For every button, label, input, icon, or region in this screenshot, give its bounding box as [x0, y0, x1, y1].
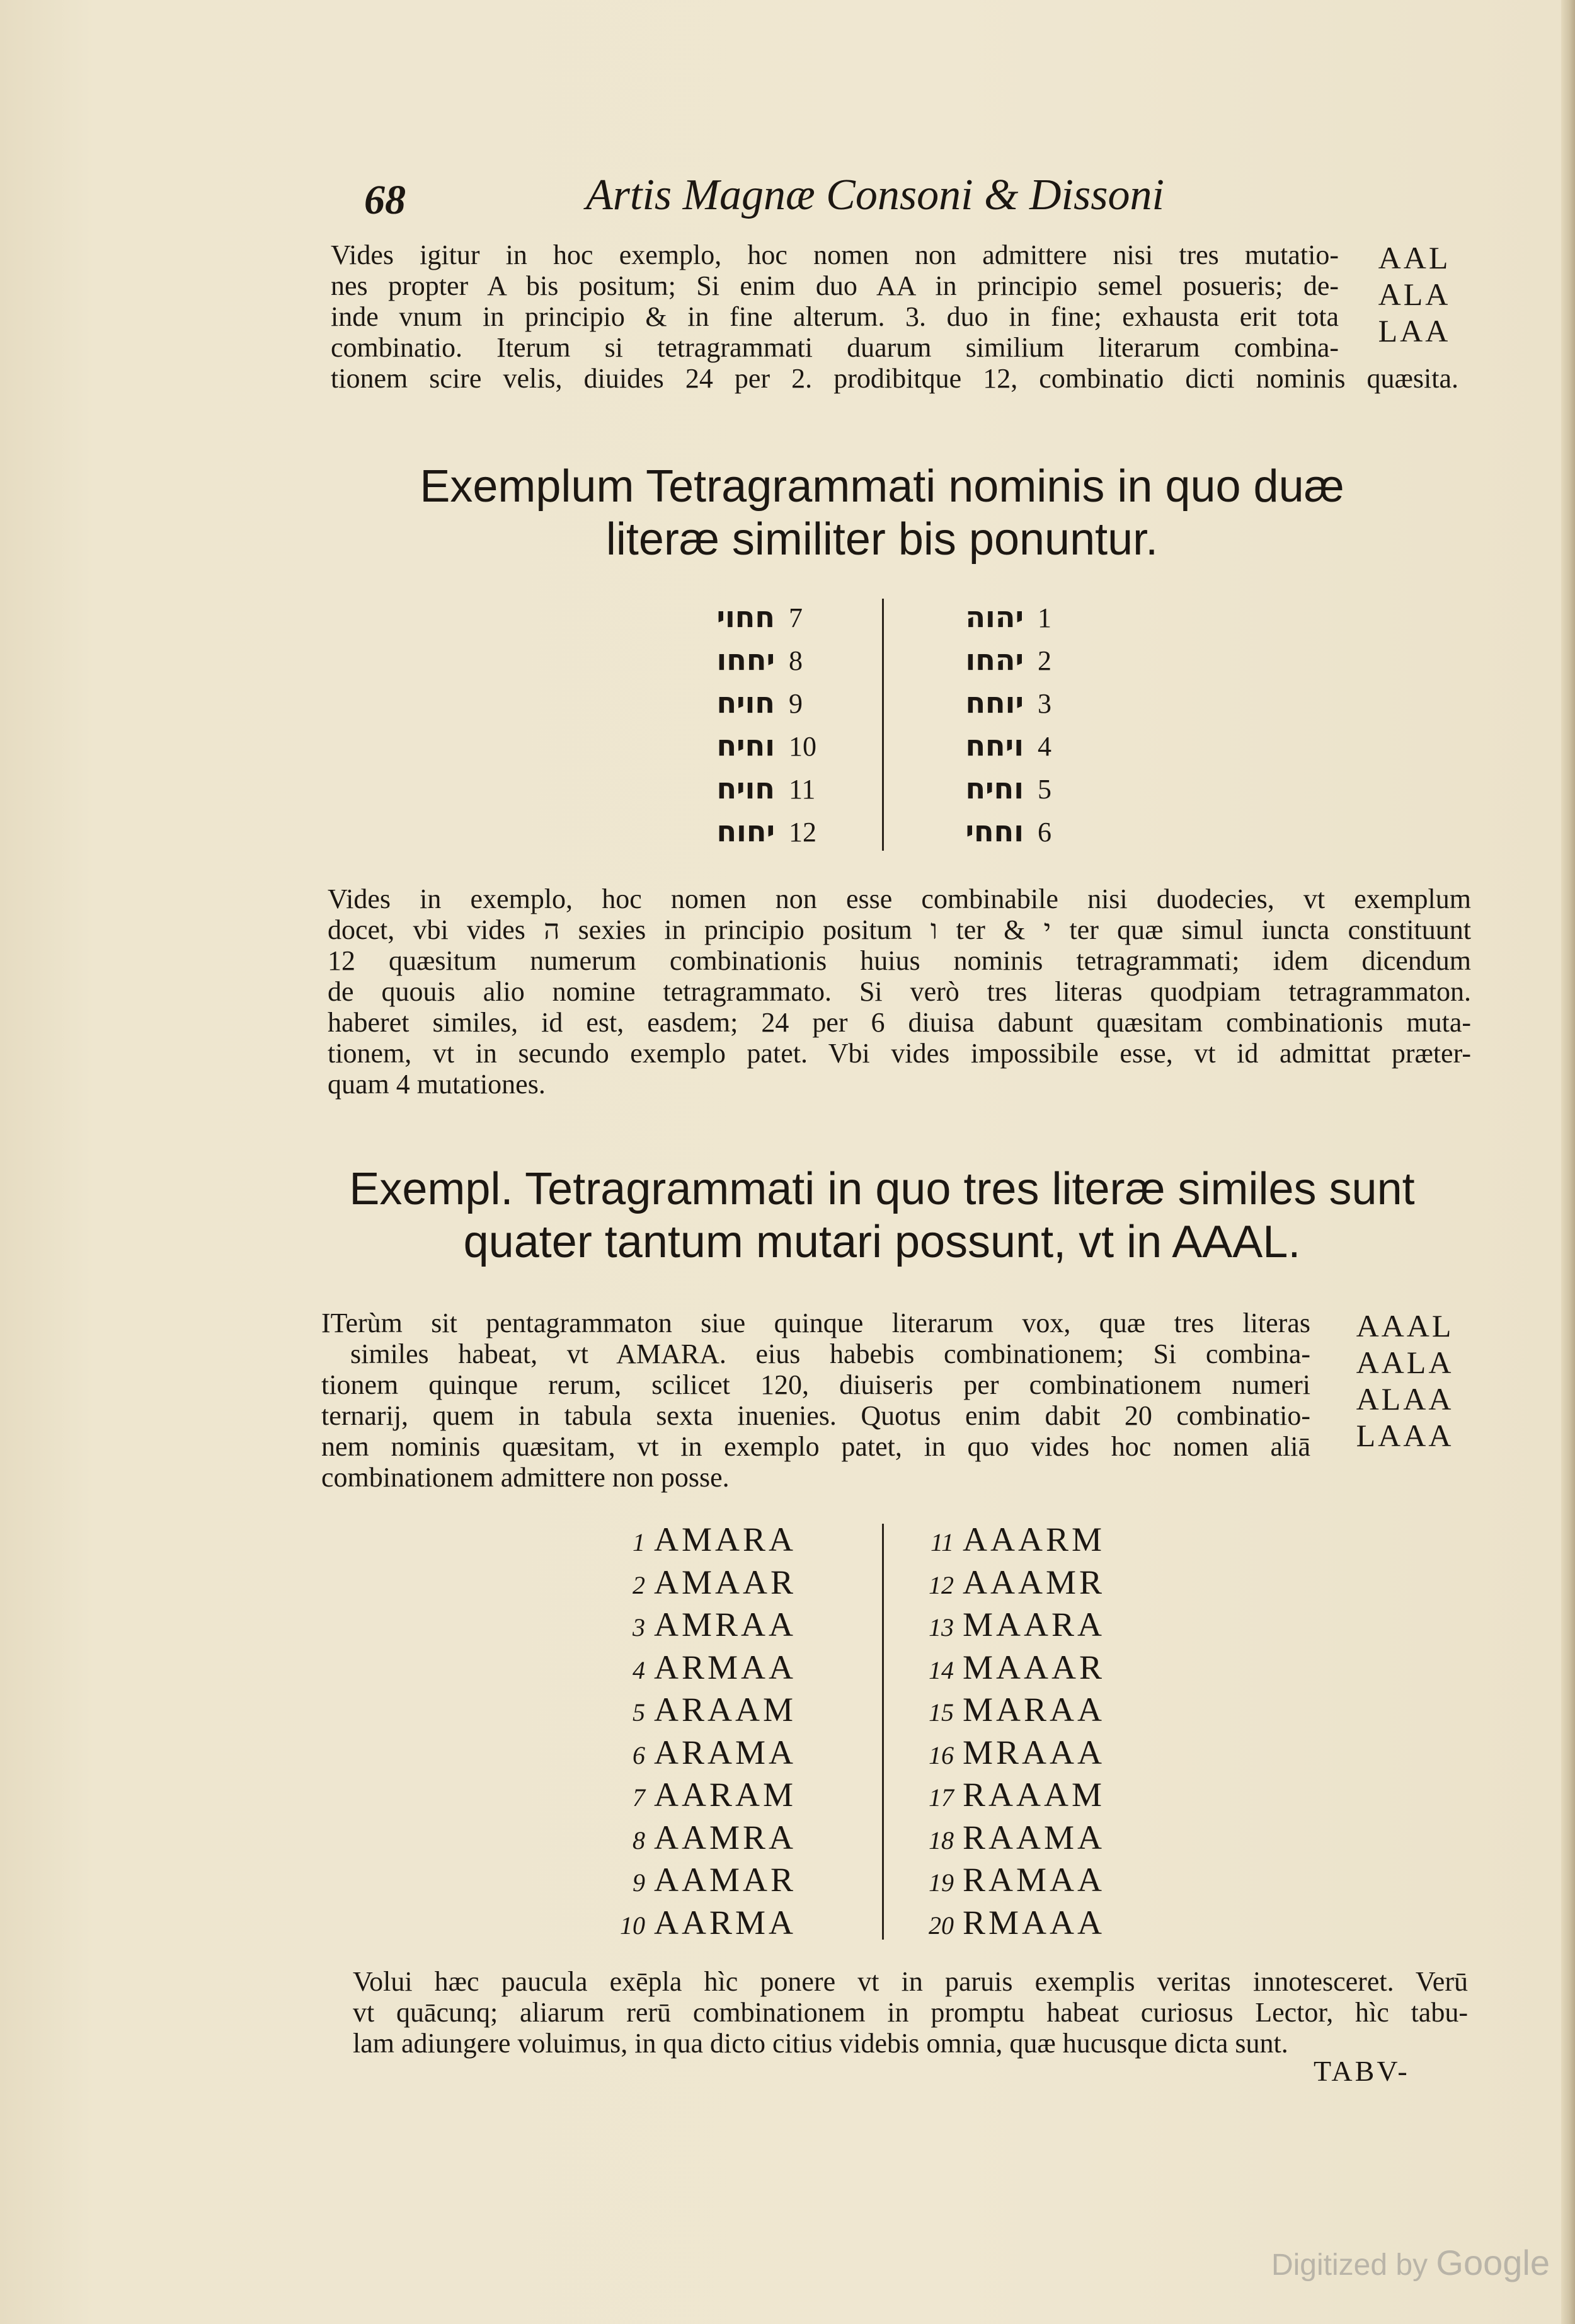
table-row — [907, 1774, 1210, 1817]
page-number: 68 — [364, 177, 406, 223]
permutation-word: MAARA — [963, 1606, 1106, 1643]
permutation-word: AMARA — [654, 1521, 797, 1558]
text-line: similes habeat, vt AMARA. eius habebis combinationem; Si combina- — [350, 1338, 1310, 1369]
permutation-word: RAAMA — [963, 1818, 1106, 1856]
text-line: combinatio. Iterum si tetragrammati duarum similium literarum combina- — [331, 332, 1339, 363]
permutation-word: RAMAA — [963, 1861, 1106, 1899]
row-number: 8 — [789, 645, 803, 676]
text-line: nem nominis quæsitam, vt in exemplo patet, in quo vides hoc nomen aliā — [321, 1431, 1310, 1462]
row-number: 5 — [1038, 774, 1051, 805]
margin-word: ALAA — [1356, 1381, 1454, 1417]
page-edge — [1561, 0, 1575, 2324]
row-number: 3 — [1038, 688, 1051, 719]
margin-word: AAAL — [1356, 1308, 1454, 1343]
hebrew-word: וחיח — [965, 771, 1024, 805]
text-line: ITerùm sit pentagrammaton siue quinque literarum vox, quæ tres literas — [321, 1308, 1310, 1338]
row-number: 12 — [789, 817, 816, 848]
paragraph-2 — [328, 883, 1471, 1100]
row-number: 20 — [929, 1911, 954, 1940]
permutation-word: AAAMR — [963, 1563, 1106, 1601]
heading-line: literæ similiter bis ponuntur. — [605, 514, 1159, 565]
table-row — [598, 1604, 863, 1647]
text-line: nes propter A bis positum; Si enim duo AA in principio semel posueris; de- — [331, 270, 1339, 301]
table-row — [907, 1604, 1210, 1647]
table-row — [598, 1859, 863, 1902]
table-row — [598, 1519, 863, 1562]
running-title: Artis Magnæ Consoni & Dissoni — [586, 171, 1164, 219]
margin-word: ALA — [1378, 277, 1451, 312]
text-line: haberet similes, id est, easdem; 24 per 6 diuisa dabunt quæsitam combinationis muta- — [328, 1007, 1471, 1038]
table-row — [598, 1689, 863, 1732]
text-line: vt quācunq; aliarum rerū combinationem in promptu habeat curiosus Lector, hìc tabu- — [353, 1997, 1468, 2028]
table-row — [598, 1647, 863, 1689]
text-line: ternarij, quem in tabula sexta inuenies. Quotus enim dabit 20 combinatio- — [321, 1400, 1310, 1431]
table-row — [907, 1859, 1210, 1902]
hebrew-word: יוחח — [965, 686, 1024, 720]
column-divider — [882, 1524, 884, 1940]
row-number: 14 — [929, 1655, 954, 1684]
margin-word: LAAA — [1356, 1418, 1454, 1453]
row-number: 3 — [633, 1613, 645, 1642]
permutation-word: AARAM — [654, 1776, 797, 1814]
table-row — [598, 1732, 863, 1775]
table-row — [668, 724, 857, 767]
row-number: 7 — [789, 602, 803, 633]
hebrew-word: חויח — [716, 686, 775, 720]
permutation-word: MAAAR — [963, 1648, 1106, 1686]
margin-example-aaal — [1329, 1308, 1480, 1454]
watermark-prefix: Digitized by — [1271, 2248, 1428, 2282]
row-number: 9 — [633, 1868, 645, 1897]
heading-line: Exemplum Tetragrammati nominis in quo duæ — [420, 461, 1344, 512]
column-divider — [882, 599, 884, 851]
row-number: 12 — [929, 1570, 954, 1599]
permutation-word: AMRAA — [654, 1606, 797, 1643]
table-row — [907, 1519, 1210, 1562]
row-number: 10 — [620, 1911, 645, 1940]
text-line: inde vnum in principio & in fine alterum. 3. duo in fine; exhausta erit tota — [331, 301, 1339, 332]
row-number: 2 — [1038, 645, 1051, 676]
row-number: 17 — [929, 1783, 954, 1812]
row-number: 10 — [789, 731, 816, 762]
permutation-word: ARMAA — [654, 1648, 797, 1686]
row-number: 11 — [789, 774, 816, 805]
margin-word: LAA — [1378, 313, 1451, 348]
hebrew-word: חחוי — [716, 600, 775, 634]
permutation-word: RMAAA — [963, 1903, 1106, 1941]
row-number: 13 — [929, 1613, 954, 1642]
text-line: lam adiungere voluimus, in qua dicto citius videbis omnia, quæ hucusque dicta sunt. — [353, 2028, 1288, 2059]
hebrew-word: חויח — [716, 771, 775, 805]
permutation-word: AAARM — [963, 1521, 1106, 1558]
text-line: 12 quæsitum numerum combinationis huius nominis tetragrammati; idem dicendum — [328, 945, 1471, 976]
table-row — [907, 1562, 1210, 1604]
text-line: Vides in exemplo, hoc nomen non esse combinabile nisi duodecies, vt exemplum — [328, 883, 1471, 914]
paragraph-3 — [321, 1308, 1310, 1493]
hebrew-word: ויחח — [965, 728, 1024, 762]
text-line: Vides igitur in hoc exemplo, hoc nomen non admittere nisi tres mutatio- — [331, 239, 1339, 270]
permutation-word: RAAAM — [963, 1776, 1106, 1814]
margin-word: AAL — [1378, 240, 1451, 275]
row-number: 1 — [633, 1528, 645, 1556]
row-number: 6 — [1038, 817, 1051, 848]
permutation-table-right — [907, 1519, 1210, 1944]
section-heading-2 — [284, 1163, 1480, 1268]
watermark-brand: Google — [1436, 2243, 1550, 2282]
margin-word: AALA — [1356, 1345, 1454, 1380]
table-row — [917, 724, 1106, 767]
table-row — [907, 1647, 1210, 1689]
permutation-word: AARMA — [654, 1903, 797, 1941]
table-row — [917, 638, 1106, 681]
text-line: combinationem admittere non posse. — [321, 1462, 730, 1493]
heading-line: quater tantum mutari possunt, vt in AAAL. — [463, 1217, 1301, 1267]
hebrew-word: יהוה — [965, 600, 1024, 634]
permutation-table-left — [598, 1519, 863, 1944]
text-line: docet, vbi vides ה sexies in principio positum ו ter & י ter quæ simul iuncta constituunt — [328, 914, 1471, 945]
section-heading-1 — [315, 460, 1449, 566]
table-row — [907, 1902, 1210, 1945]
table-row — [668, 767, 857, 810]
text-line: tionem quinque rerum, scilicet 120, diuiseris per combinationem numeri — [321, 1369, 1310, 1400]
table-row — [598, 1562, 863, 1604]
permutation-word: AAMRA — [654, 1818, 797, 1856]
margin-example-aal — [1367, 239, 1462, 349]
row-number: 1 — [1038, 602, 1051, 633]
digitized-watermark — [1271, 2242, 1550, 2283]
row-number: 9 — [789, 688, 803, 719]
table-row — [598, 1774, 863, 1817]
text-line: tionem, vt in secundo exemplo patet. Vbi vides impossibile esse, vt id admittat præter- — [328, 1038, 1471, 1069]
row-number: 4 — [1038, 731, 1051, 762]
row-number: 8 — [633, 1826, 645, 1855]
row-number: 6 — [633, 1740, 645, 1769]
hebrew-word: יחחו — [716, 643, 775, 677]
text-line: tionem scire velis, diuides 24 per 2. prodibitque 12, combinatio dicti nominis quæsita. — [331, 363, 1458, 394]
table-row — [907, 1817, 1210, 1860]
catchword: TABV- — [1314, 2055, 1410, 2087]
row-number: 7 — [633, 1783, 645, 1812]
text-line: de quouis alio nomine tetragrammato. Si verò tres literas quodpiam tetragrammaton. — [328, 976, 1471, 1007]
hebrew-table-right — [917, 595, 1106, 853]
row-number: 18 — [929, 1826, 954, 1855]
permutation-word: AMAAR — [654, 1563, 797, 1601]
hebrew-word: וחחי — [965, 814, 1024, 848]
permutation-word: MRAAA — [963, 1733, 1106, 1771]
table-row — [598, 1817, 863, 1860]
table-row — [598, 1902, 863, 1945]
permutation-word: ARAAM — [654, 1691, 797, 1729]
permutation-word: ARAMA — [654, 1733, 797, 1771]
row-number: 5 — [633, 1698, 645, 1727]
text-line: quam 4 mutationes. — [328, 1069, 546, 1100]
row-number: 15 — [929, 1698, 954, 1727]
table-row — [668, 681, 857, 724]
row-number: 16 — [929, 1740, 954, 1769]
table-row — [907, 1732, 1210, 1775]
table-row — [668, 638, 857, 681]
hebrew-word: יחוח — [716, 814, 775, 848]
table-row — [907, 1689, 1210, 1732]
table-row — [917, 767, 1106, 810]
heading-line: Exempl. Tetragrammati in quo tres literæ similes sunt — [349, 1164, 1415, 1214]
hebrew-word: יהחו — [965, 643, 1024, 677]
table-row — [917, 810, 1106, 853]
permutation-word: MARAA — [963, 1691, 1106, 1729]
table-row — [917, 681, 1106, 724]
table-row — [668, 810, 857, 853]
row-number: 4 — [633, 1655, 645, 1684]
paragraph-4 — [353, 1966, 1468, 2059]
row-number: 11 — [930, 1528, 954, 1556]
text-line: Volui hæc paucula exēpla hìc ponere vt in paruis exemplis veritas innotesceret. Verū — [353, 1966, 1468, 1997]
table-row — [668, 595, 857, 638]
table-row — [917, 595, 1106, 638]
hebrew-word: וחיח — [716, 728, 775, 762]
permutation-word: AAMAR — [654, 1861, 797, 1899]
hebrew-table-left — [668, 595, 857, 853]
row-number: 19 — [929, 1868, 954, 1897]
row-number: 2 — [633, 1570, 645, 1599]
